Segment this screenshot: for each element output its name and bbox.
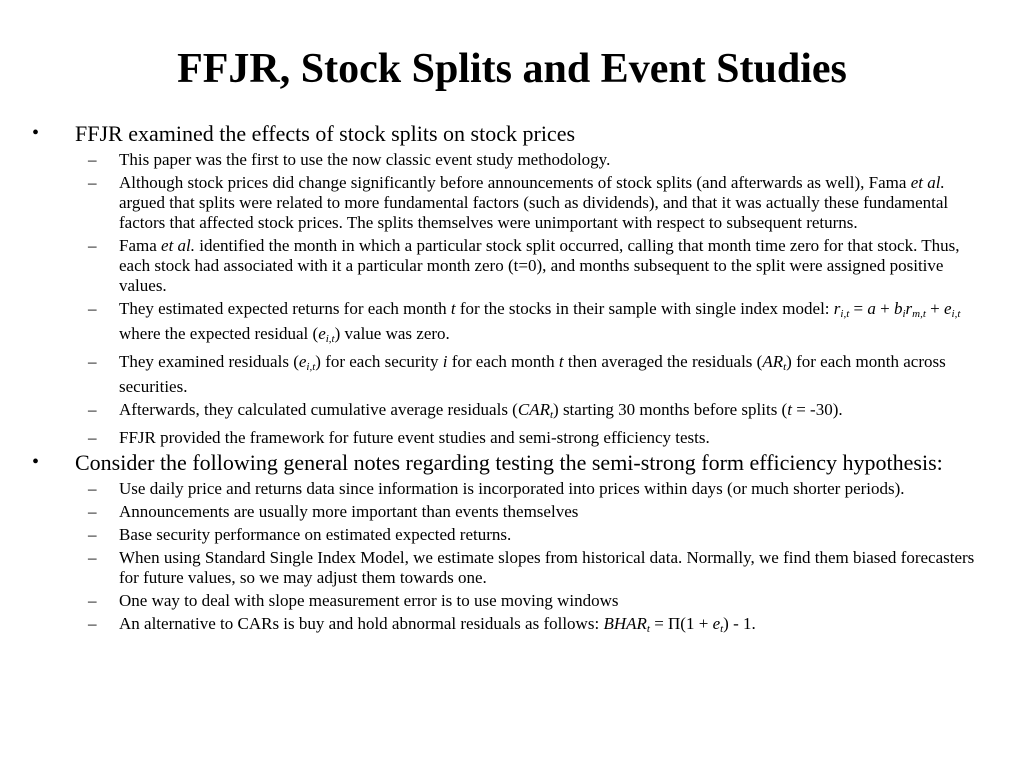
sub-bullet-item [30,479,990,499]
sub-bullet-text: They examined residuals $(e_{i,t})$ for each security i for each month t then averaged the residuals $(AR_t)$ for each month across securities. [119,352,946,396]
sub-bullet-text: Base security performance on estimated expected returns. [119,525,512,544]
sub-bullet-item [30,525,990,545]
sub-bullet-text: Fama et al. identified the month in which a particular stock split occurred, calling that month time zero for that stock. Thus, each stock had associated with it a particular month zero (t=0), and months subsequent to the split were assigned positive values. [119,236,960,295]
sub-bullet-item [30,428,990,448]
bullet-glyph: • [32,122,40,144]
sub-bullet-text: FFJR provided the framework for future event studies and semi-strong efficiency tests. [119,428,710,447]
dash-glyph: – [88,591,97,610]
bullet-item [30,451,990,639]
dash-glyph: – [88,614,97,633]
sub-bullet-item [30,614,990,639]
single-index-formula: $r_{i,t} = a + b_ir_{m,t} + e_{i,t}$ [833,299,961,320]
sub-bullet-text: An alternative to CARs is buy and hold abnormal residuals as follows: $BHAR_t = \Pi(1 + e_t) - 1$. [119,614,756,635]
sub-bullet-item [30,236,990,296]
dash-glyph: – [88,400,97,419]
dash-glyph: – [88,150,97,169]
sub-bullet-text: One way to deal with slope measurement error is to use moving windows [119,591,619,610]
sub-bullet-list [75,479,990,639]
dash-glyph: – [88,299,97,318]
slide-title: FFJR, Stock Splits and Event Studies [177,46,847,92]
dash-glyph: – [88,236,97,255]
sub-bullet-text: Although stock prices did change significantly before announcements of stock splits (and afterwards as well), Fama et al. argued that splits were related to more fundamental factors (such as dividends), and that it was actually these fundamental factors that affected stock prices. The splits themselves were unimportant with respect to subsequent returns. [119,173,949,232]
slide-content [30,122,990,642]
sub-bullet-text: Use daily price and returns data since information is incorporated into prices within days (or much shorter periods). [119,479,905,498]
sub-bullet-text: Announcements are usually more important than events themselves [119,502,579,521]
bullet-glyph: • [32,451,40,473]
sub-bullet-list [75,150,990,448]
sub-bullet-item [30,400,990,425]
dash-glyph: – [88,479,97,498]
sub-bullet-item [30,352,990,397]
dash-glyph: – [88,428,97,447]
sub-bullet-item [30,502,990,522]
dash-glyph: – [88,173,97,192]
sub-bullet-item [30,591,990,611]
bullet-text: FFJR examined the effects of stock splits on stock prices [75,121,576,146]
dash-glyph: – [88,525,97,544]
sub-bullet-item [30,299,990,349]
dash-glyph: – [88,502,97,521]
bullet-list [30,122,990,639]
bullet-text: Consider the following general notes regarding testing the semi-strong form efficiency hypothesis: [75,450,943,475]
dash-glyph: – [88,548,97,567]
sub-bullet-item [30,150,990,170]
sub-bullet-item [30,548,990,588]
sub-bullet-item [30,173,990,233]
sub-bullet-text: They estimated expected returns for each month t for the stocks in their sample with single index model: $r_{i,t} = a + b_ir_{m,t} + e_{i,t}$ where the expected residual $(e_{i,t})$ value was zero. [119,299,961,345]
sub-bullet-text: When using Standard Single Index Model, we estimate slopes from historical data. Normally, we find them biased forecasters for future values, so we may adjust them towards one. [119,548,975,587]
dash-glyph: – [88,352,97,371]
sub-bullet-text: This paper was the first to use the now classic event study methodology. [119,150,611,169]
bullet-item [30,122,990,448]
sub-bullet-text: Afterwards, they calculated cumulative average residuals $(CAR_t)$ starting 30 months before splits (t = -30). [119,400,843,421]
